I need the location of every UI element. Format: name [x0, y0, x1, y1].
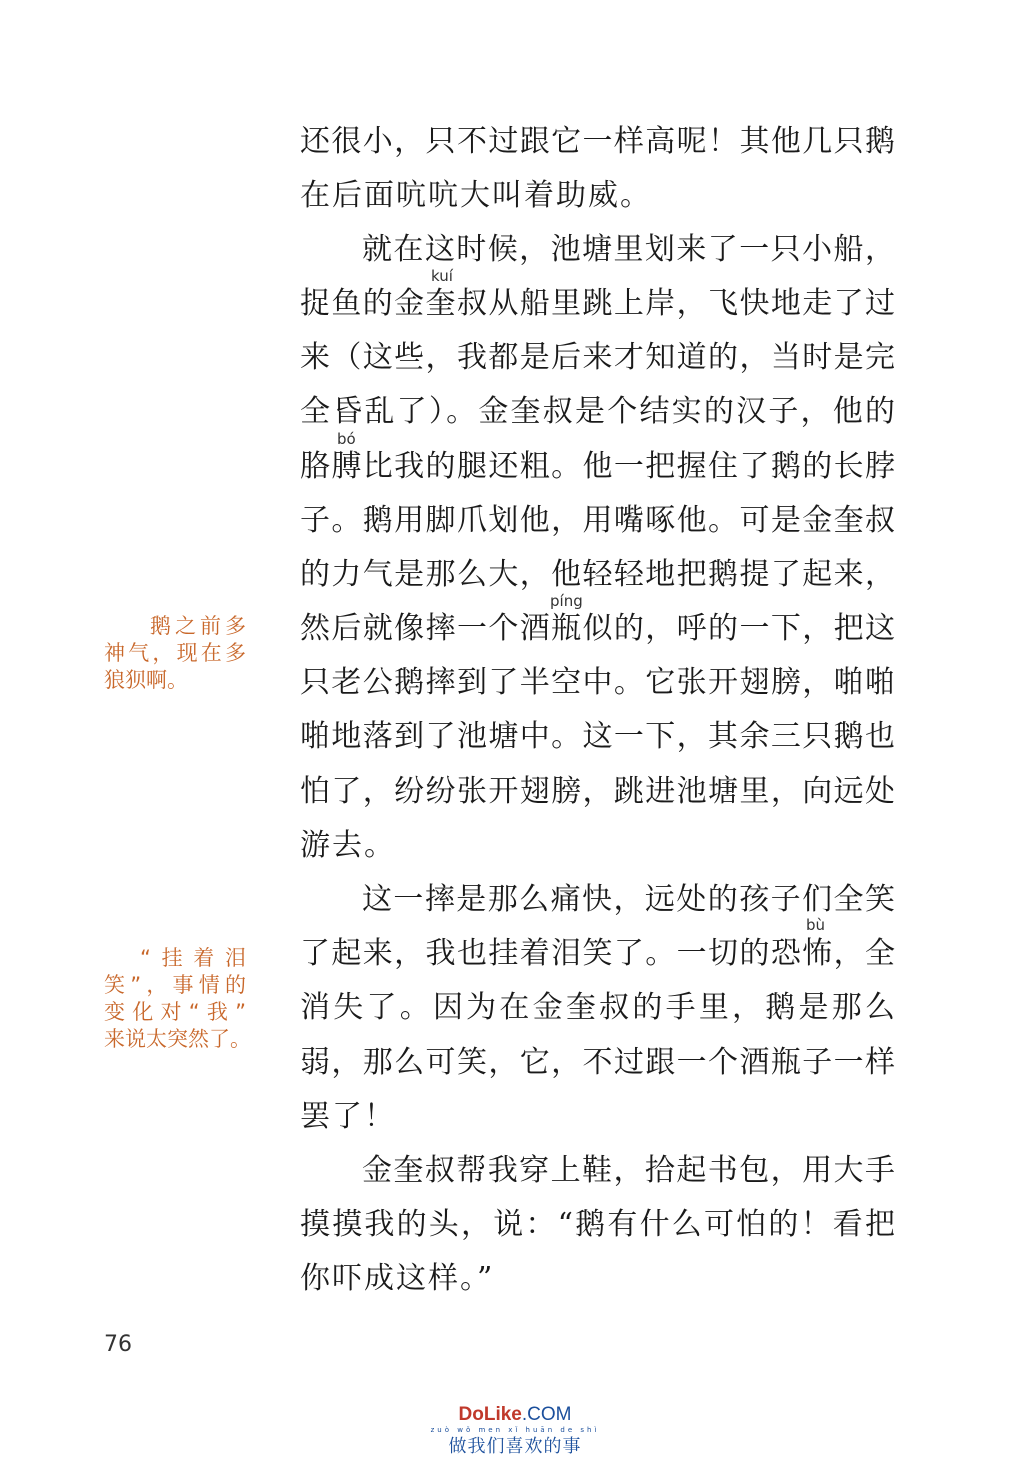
text-line: 摸摸我的头，说：“鹅有什么可怕的！看把	[300, 1207, 896, 1242]
text-line: 来（这些，我都是后来才知道的，当时是完	[300, 340, 896, 375]
pinyin-annotation: bù	[806, 916, 826, 934]
text-line: 弱，那么可笑，它，不过跟一个酒瓶子一样	[300, 1045, 896, 1080]
logo-domain: .COM	[521, 1404, 572, 1425]
text-line: 罢了！	[300, 1099, 396, 1134]
margin-note-line: 神气，现在多	[104, 641, 246, 665]
margin-note-2	[104, 945, 251, 1053]
text-line: 还很小，只不过跟它一样高呢！其他几只鹅	[300, 124, 896, 159]
margin-note-line: “挂着泪	[140, 946, 246, 970]
text-line: 只老公鹅摔到了半空中。它张开翅膀，啪啪	[300, 665, 896, 700]
margin-note-line: 笑”，事情的	[104, 973, 246, 997]
text-line: 了起来，我也挂着泪笑了。一切的恐怖，全	[300, 936, 896, 971]
margin-note-line: 鹅之前多	[150, 614, 246, 638]
pinyin-annotation: píng	[550, 592, 583, 610]
text-line: 游去。	[300, 828, 396, 863]
margin-note-line: 变化对“我”	[104, 1000, 246, 1024]
logo-brand: DoLike	[458, 1404, 522, 1425]
pinyin-annotation: bó	[337, 430, 356, 448]
margin-note-line: 狼狈啊。	[104, 668, 188, 692]
page-number: 76	[104, 1332, 132, 1357]
pinyin-annotation: kuí	[431, 267, 453, 285]
text-line: 全昏乱了）。金奎叔是个结实的汉子，他的	[300, 394, 896, 429]
logo-wordmark	[420, 1404, 610, 1426]
margin-note-1	[104, 613, 246, 694]
text-line: 就在这时候，池塘里划来了一只小船，	[362, 232, 896, 267]
logo-pinyin: zuò wǒ men xǐ huān de shì	[430, 1426, 600, 1434]
text-line: 在后面吭吭大叫着助威。	[300, 178, 652, 213]
text-line: 金奎叔帮我穿上鞋，拾起书包，用大手	[362, 1153, 896, 1188]
text-line: 怕了，纷纷张开翅膀，跳进池塘里，向远处	[300, 774, 896, 809]
text-line: 胳膊比我的腿还粗。他一把握住了鹅的长脖	[300, 449, 896, 484]
text-line: 捉鱼的金奎叔从船里跳上岸，飞快地走了过	[300, 286, 896, 321]
text-line: 这一摔是那么痛快，远处的孩子们全笑	[362, 882, 896, 917]
text-line: 消失了。因为在金奎叔的手里，鹅是那么	[300, 990, 896, 1025]
text-line: 然后就像摔一个酒瓶似的，呼的一下，把这	[300, 611, 896, 646]
text-line: 你吓成这样。”	[300, 1261, 495, 1296]
margin-note-line: 来说太突然了。	[104, 1027, 251, 1051]
text-line: 的力气是那么大，他轻轻地把鹅提了起来，	[300, 557, 896, 592]
text-line: 啪地落到了池塘中。这一下，其余三只鹅也	[300, 719, 896, 754]
site-logo	[420, 1404, 610, 1458]
logo-slogan: 做我们喜欢的事	[448, 1436, 582, 1457]
text-line: 子。鹅用脚爪划他，用嘴啄他。可是金奎叔	[300, 503, 896, 538]
